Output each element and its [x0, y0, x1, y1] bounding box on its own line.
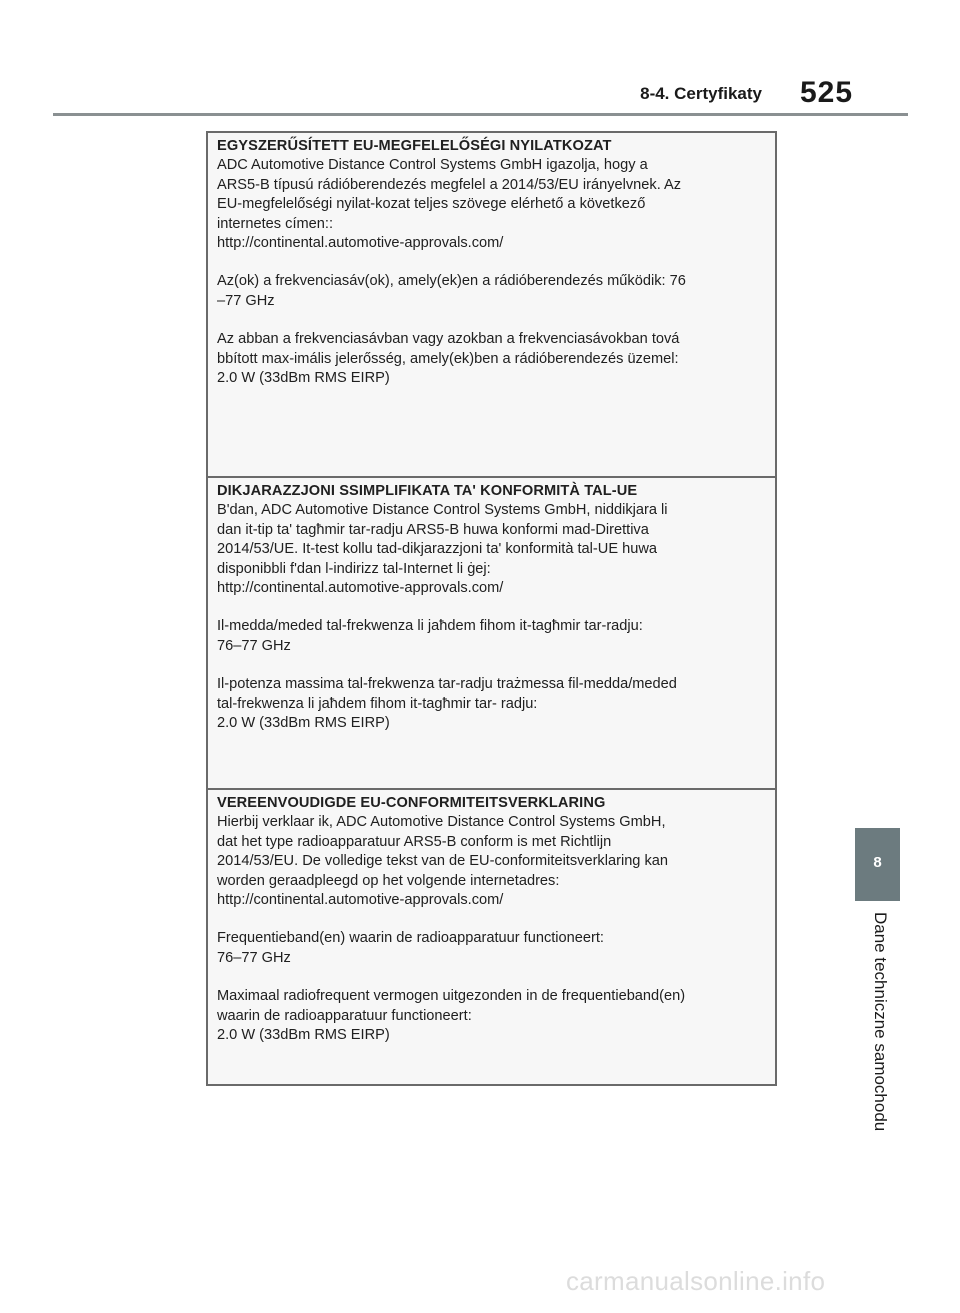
declaration-title: EGYSZERŰSÍTETT EU-MEGFELELŐSÉGI NYILATKOZAT: [217, 138, 612, 154]
text-line: ARS5-B típusú rádióberendezés megfelel a 2014/53/EU irányelvnek. Az: [217, 176, 682, 193]
text-line: EU-megfelelőségi nyilat-kozat teljes szövege elérhető a következő: [217, 196, 646, 213]
text-line: tal-frekwenza li jaħdem fihom it-tagħmir tar- radju:: [217, 695, 538, 712]
text-line: 2014/53/UE. It-test kollu tad-dikjarazzjoni ta' konformità tal-UE huwa: [217, 541, 657, 558]
text-line: worden geraadpleegd op het volgende internetadres:: [217, 872, 560, 889]
max-power-paragraph: [217, 330, 767, 388]
section-label: 8-4. Certyfikaty: [640, 84, 762, 103]
text-line: 2.0 W (33dBm RMS EIRP): [217, 370, 390, 387]
text-line: dat het type radioapparatuur ARS5-B conform is met Richtlijn: [217, 833, 612, 850]
text-line: Az abban a frekvenciasávban vagy azokban a frekvenciasávokban tová: [217, 331, 680, 348]
text-line: ADC Automotive Distance Control Systems GmbH igazolja, hogy a: [217, 157, 648, 174]
text-line: Az(ok) a frekvenciasáv(ok), amely(ek)en a rádióberendezés működik: 76: [217, 273, 686, 290]
max-power-paragraph: [217, 987, 767, 1045]
text-line: 2.0 W (33dBm RMS EIRP): [217, 715, 390, 732]
watermark: carmanualsonline.info: [566, 1266, 826, 1296]
text-line: B'dan, ADC Automotive Distance Control Systems GmbH, niddikjara li: [217, 502, 668, 519]
text-line: 76–77 GHz: [217, 637, 291, 654]
declaration-paragraph: [217, 156, 767, 253]
text-line: –77 GHz: [217, 292, 275, 309]
header-divider: [53, 113, 908, 116]
text-line: disponibbli f'dan l-indirizz tal-Internet li ġej:: [217, 560, 491, 577]
text-line: 76–77 GHz: [217, 949, 291, 966]
frequency-band-paragraph: [217, 617, 767, 656]
declaration-paragraph: [217, 501, 767, 598]
text-line: bbított max-imális jelerősség, amely(ek)ben a rádióberendezés üzemel:: [217, 350, 679, 367]
url-line: http://continental.automotive-approvals.com/: [217, 580, 504, 597]
frequency-band-paragraph: [217, 272, 767, 311]
declaration-dutch: [208, 790, 775, 1086]
declaration-paragraph: [217, 813, 767, 910]
text-line: Il-medda/meded tal-frekwenza li jaħdem fihom it-tagħmir tar-radju:: [217, 618, 643, 635]
certificate-frame: [206, 131, 777, 1086]
url-line: http://continental.automotive-approvals.com/: [217, 892, 504, 909]
page-number: 525: [800, 76, 854, 109]
declaration-hungarian: [208, 133, 775, 478]
max-power-paragraph: [217, 675, 767, 733]
text-line: dan it-tip ta' tagħmir tar-radju ARS5-B huwa konformi mad-Direttiva: [217, 521, 649, 538]
url-line: http://continental.automotive-approvals.com/: [217, 235, 504, 252]
declaration-maltese: [208, 478, 775, 790]
declaration-title: VEREENVOUDIGDE EU-CONFORMITEITSVERKLARING: [217, 795, 606, 811]
page-header: [0, 0, 960, 120]
chapter-tab: [855, 828, 900, 901]
text-line: 2.0 W (33dBm RMS EIRP): [217, 1027, 390, 1044]
text-line: Frequentieband(en) waarin de radioapparatuur functioneert:: [217, 930, 604, 947]
declaration-title: DIKJARAZZJONI SSIMPLIFIKATA TA' KONFORMITÀ TAL-UE: [217, 483, 638, 499]
text-line: Maximaal radiofrequent vermogen uitgezonden in de frequentieband(en): [217, 988, 686, 1005]
text-line: internetes címen::: [217, 215, 333, 232]
chapter-number: 8: [873, 854, 882, 871]
text-line: 2014/53/EU. De volledige tekst van de EU-conformiteitsverklaring kan: [217, 853, 669, 870]
text-line: Hierbij verklaar ik, ADC Automotive Distance Control Systems GmbH,: [217, 814, 666, 831]
text-line: Il-potenza massima tal-frekwenza tar-radju trażmessa fil-medda/meded: [217, 676, 677, 693]
text-line: waarin de radioapparatuur functioneert:: [217, 1007, 472, 1024]
frequency-band-paragraph: [217, 929, 767, 968]
chapter-title: Dane techniczne samochodu: [871, 912, 890, 1132]
